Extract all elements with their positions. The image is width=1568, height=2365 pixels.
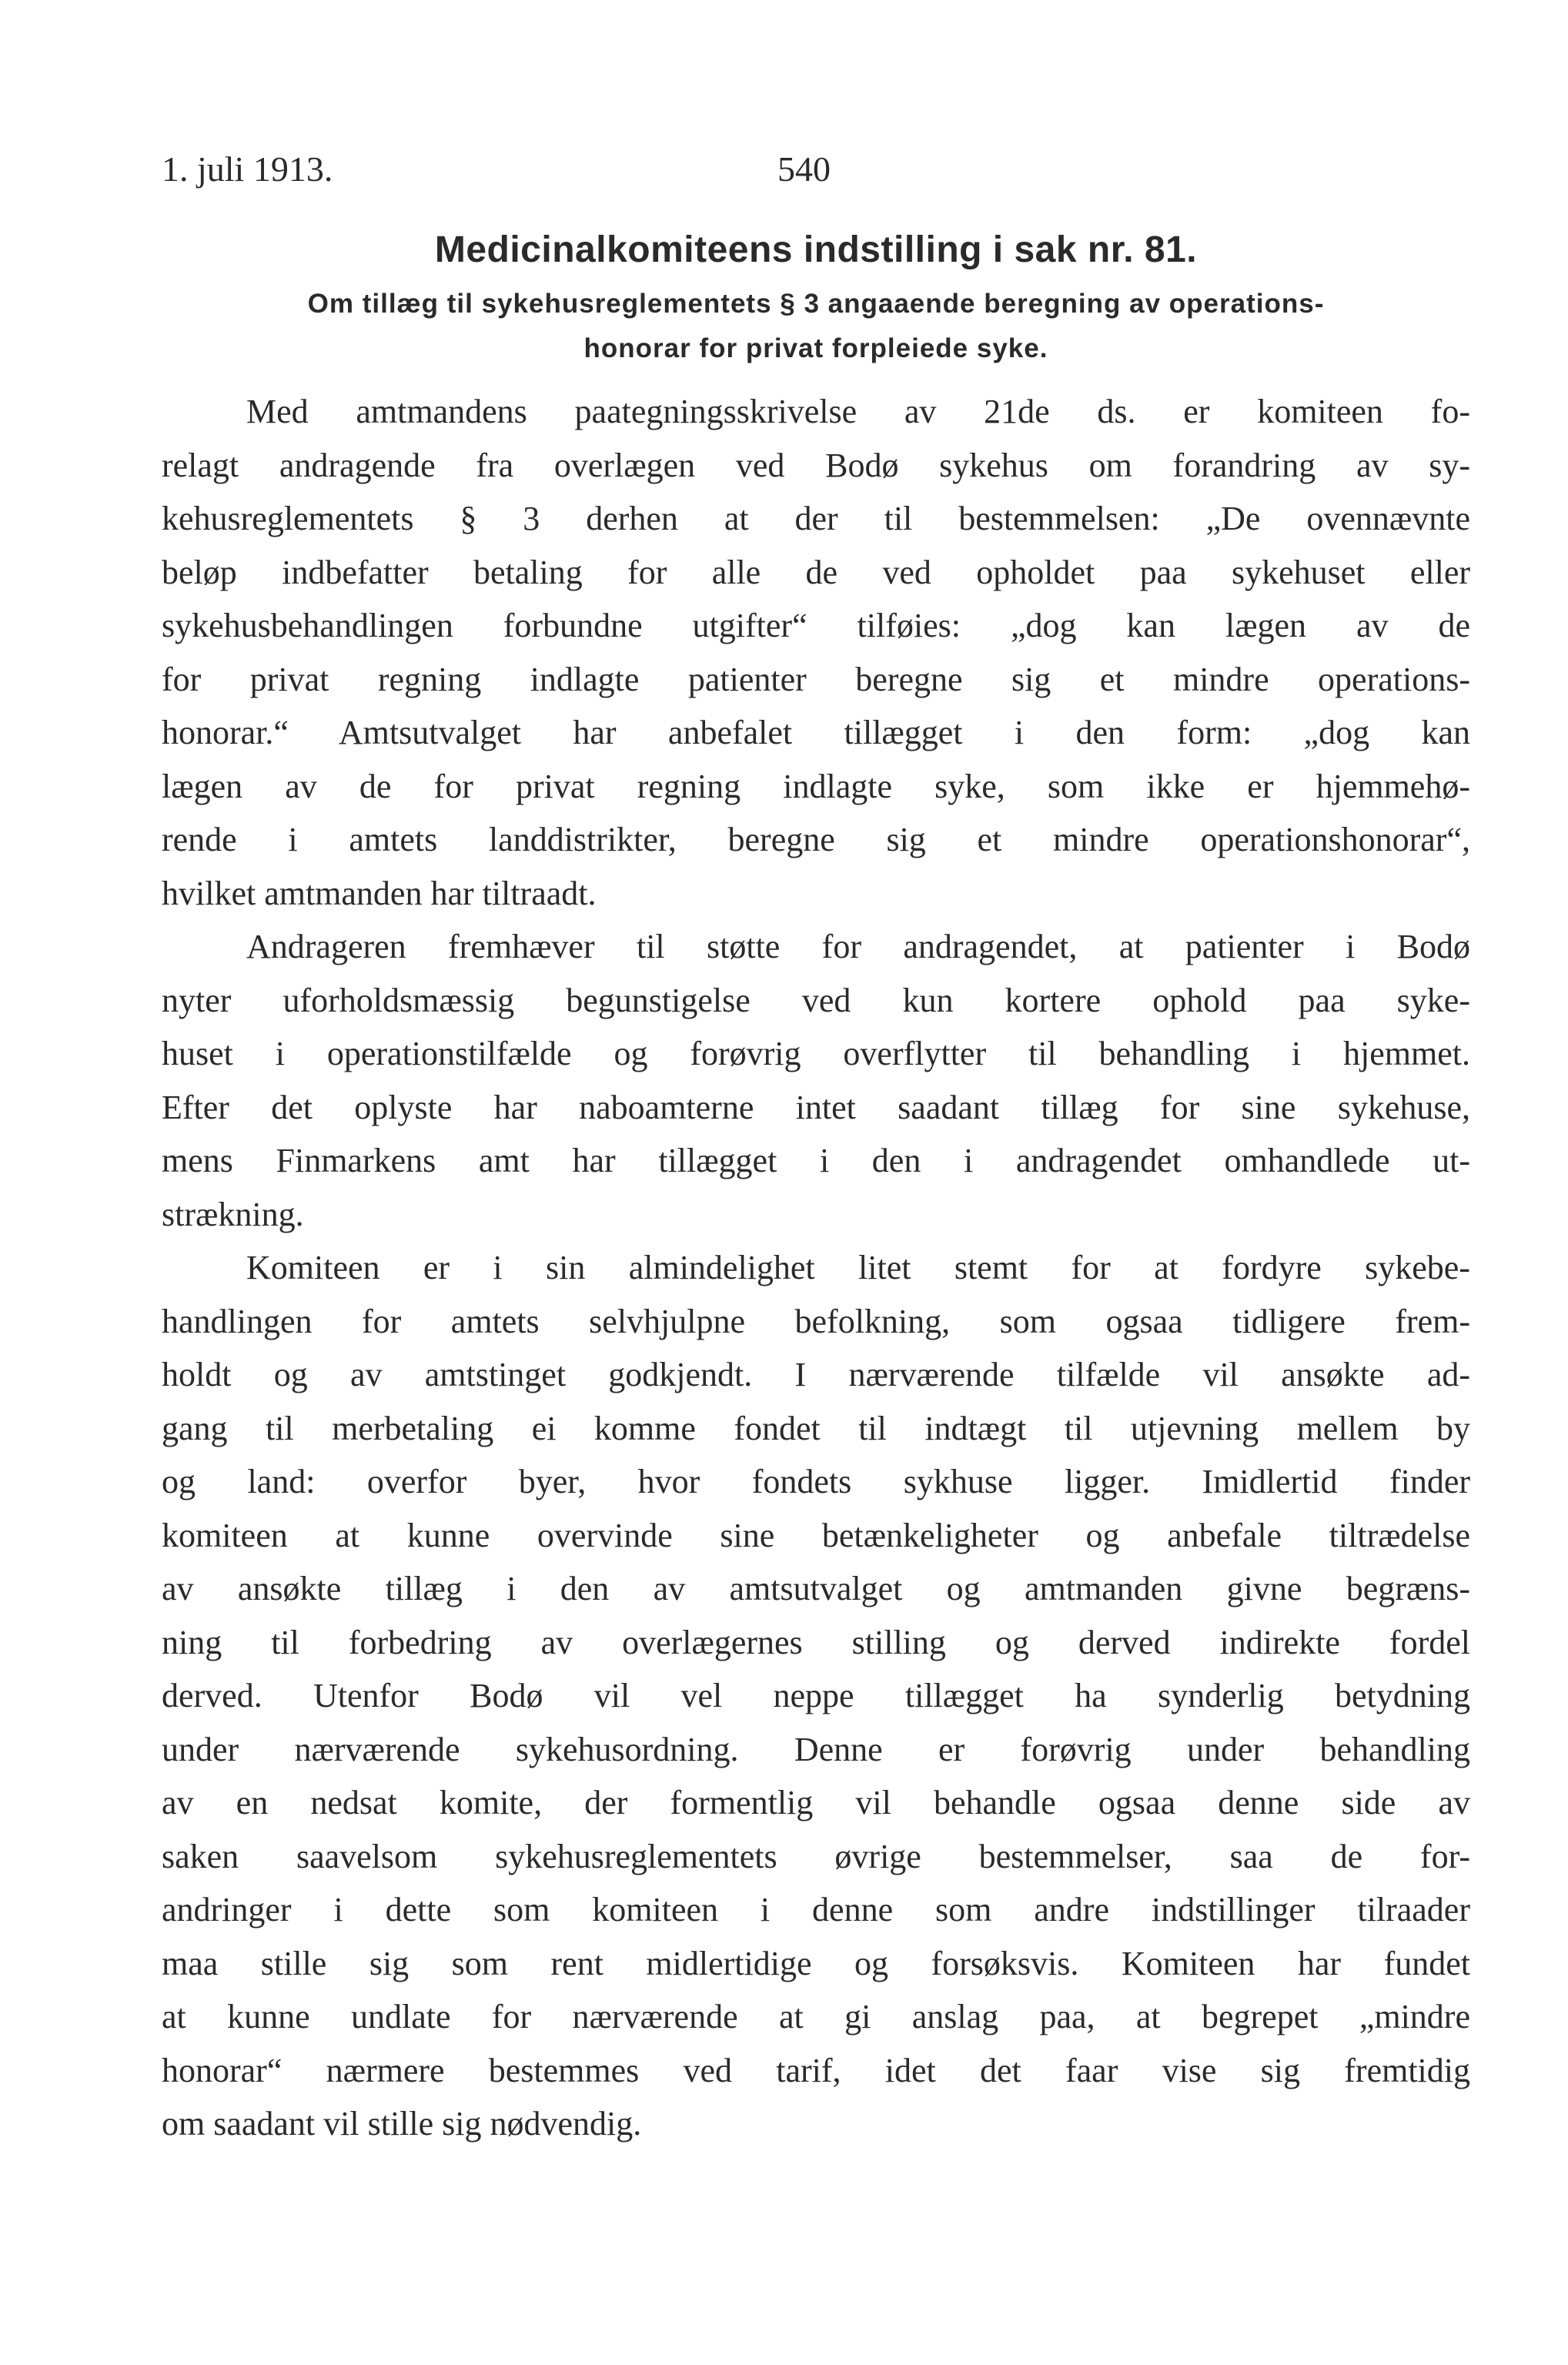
body-text	[162, 385, 1470, 2151]
text-line: Efter det oplyste har naboamterne intet saadant tillæg for sine sykehuse,	[162, 1088, 1470, 1126]
text-line: huset i operationstilfælde og forøvrig overflytter til behandling i hjemmet.	[162, 1035, 1470, 1072]
text-line: rende i amtets landdistrikter, beregne sig et mindre operationshonorar“,	[162, 821, 1470, 858]
text-line: honorar“ nærmere bestemmes ved tarif, idet det faar vise sig fremtidig	[162, 2051, 1470, 2089]
paragraph	[162, 920, 1470, 1241]
text-line: hvilket amtmanden har tiltraadt.	[162, 874, 597, 912]
text-line: honorar.“ Amtsutvalget har anbefalet tillægget i den form: „dog kan	[162, 714, 1470, 751]
title-block	[162, 223, 1470, 371]
text-line: holdt og av amtstinget godkjendt. I nærværende tilfælde vil ansøkte ad-	[162, 1356, 1470, 1393]
text-line: nyter uforholdsmæssig begunstigelse ved kun kortere ophold paa syke-	[162, 981, 1470, 1019]
text-line: relagt andragende fra overlægen ved Bodø sykehus om forandring av sy-	[162, 446, 1470, 484]
text-line: Andrageren fremhæver til støtte for andragendet, at patienter i Bodø	[246, 928, 1470, 965]
header-date: 1. juli 1913.	[162, 149, 333, 189]
text-line: kehusreglementets § 3 derhen at der til bestemmelsen: „De ovennævnte	[162, 500, 1470, 537]
paragraph	[162, 1241, 1470, 2151]
text-line: saken saavelsom sykehusreglementets øvrige bestemmelser, saa de for-	[162, 1837, 1470, 1875]
text-line: derved. Utenfor Bodø vil vel neppe tillægget ha synderlig betydning	[162, 1677, 1470, 1714]
subtitle-line-1: Om tillæg til sykehusreglementets § 3 angaaende beregning av operations-	[307, 289, 1325, 319]
running-head	[162, 146, 1470, 192]
text-line: maa stille sig som rent midlertidige og forsøksvis. Komiteen har fundet	[162, 1944, 1470, 1982]
text-line: for privat regning indlagte patienter beregne sig et mindre operations-	[162, 660, 1470, 698]
text-line: og land: overfor byer, hvor fondets sykhuse ligger. Imidlertid finder	[162, 1463, 1470, 1500]
text-line: Med amtmandens paategningsskrivelse av 21de ds. er komiteen fo-	[246, 393, 1470, 430]
text-line: sykehusbehandlingen forbundne utgifter“ tilføies: „dog kan lægen av de	[162, 607, 1470, 644]
text-line: Komiteen er i sin almindelighet litet stemt for at fordyre sykebe-	[246, 1249, 1470, 1286]
page-number: 540	[777, 149, 831, 189]
text-line: strækning.	[162, 1195, 304, 1233]
text-line: under nærværende sykehusordning. Denne er forøvrig under behandling	[162, 1730, 1470, 1768]
subtitle-line-2: honorar for privat forpleiede syke.	[583, 333, 1048, 363]
document-subtitle	[162, 282, 1470, 371]
document-title: Medicinalkomiteens indstilling i sak nr. 81.	[434, 229, 1198, 270]
text-line: komiteen at kunne overvinde sine betænkeligheter og anbefale tiltrædelse	[162, 1516, 1470, 1554]
text-line: ning til forbedring av overlægernes stilling og derved indirekte fordel	[162, 1623, 1470, 1661]
text-line: gang til merbetaling ei komme fondet til indtægt til utjevning mellem by	[162, 1409, 1470, 1447]
text-line: mens Finmarkens amt har tillægget i den i andragendet omhandlede ut-	[162, 1142, 1470, 1179]
text-line: om saadant vil stille sig nødvendig.	[162, 2105, 642, 2143]
text-line: lægen av de for privat regning indlagte syke, som ikke er hjemmehø-	[162, 767, 1470, 805]
text-line: handlingen for amtets selvhjulpne befolkning, som ogsaa tidligere frem-	[162, 1302, 1470, 1340]
text-line: andringer i dette som komiteen i denne som andre indstillinger tilraader	[162, 1891, 1470, 1928]
text-line: beløp indbefatter betaling for alle de ved opholdet paa sykehuset eller	[162, 553, 1470, 591]
text-line: av en nedsat komite, der formentlig vil behandle ogsaa denne side av	[162, 1784, 1470, 1821]
paragraph	[162, 385, 1470, 920]
text-line: av ansøkte tillæg i den av amtsutvalget og amtmanden givne begræns-	[162, 1570, 1470, 1607]
text-line: at kunne undlate for nærværende at gi anslag paa, at begrepet „mindre	[162, 1998, 1470, 2036]
